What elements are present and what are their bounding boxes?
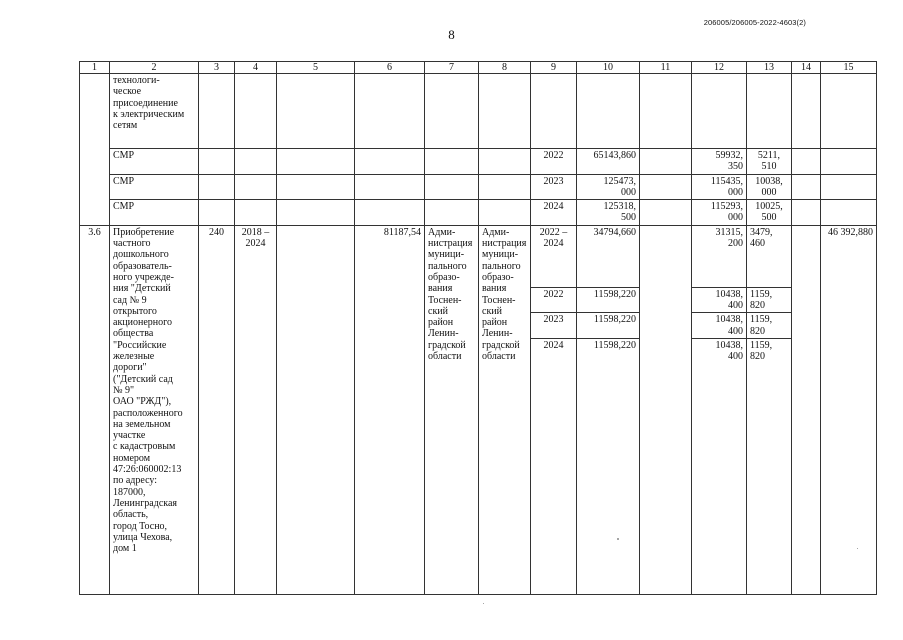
empty-cell bbox=[577, 74, 640, 149]
year-cell: 2023 bbox=[531, 174, 577, 200]
item-col7: Адми- нистрация муници- пального образо- вания Тоснен- ский район Ленин- градской области bbox=[425, 225, 479, 594]
federal-cell: 115435, 000 bbox=[692, 174, 747, 200]
empty-cell bbox=[692, 74, 747, 149]
scan-speck bbox=[483, 603, 484, 604]
column-number: 9 bbox=[531, 62, 577, 74]
empty-cell bbox=[235, 74, 277, 149]
empty-cell bbox=[640, 174, 692, 200]
column-number: 12 bbox=[692, 62, 747, 74]
item-name: Приобретение частного дошкольного образователь- ного учрежде- ния "Детский сад № 9 открытого акционерного общества "Российские железные дороги" ("Детский сад № 9" ОАО "РЖД"), расположенного на земельном участке с кадастровым номером 47:26:060002:13 по адресу: 187000, Ленинградская область, город Тосно, улица Чехова, дом 1 bbox=[113, 226, 183, 555]
empty-cell bbox=[235, 149, 277, 175]
column-number: 11 bbox=[640, 62, 692, 74]
federal-cell: 10438, 400 bbox=[692, 338, 747, 594]
regional-cell: 10025, 500 bbox=[747, 200, 792, 226]
empty-cell bbox=[199, 74, 235, 149]
empty-cell bbox=[479, 200, 531, 226]
regional-cell: 10038, 000 bbox=[747, 174, 792, 200]
empty-cell bbox=[792, 225, 821, 594]
empty-cell bbox=[425, 174, 479, 200]
table-row bbox=[80, 74, 877, 149]
federal-cell: 10438, 400 bbox=[692, 313, 747, 339]
empty-cell bbox=[355, 74, 425, 149]
empty-cell bbox=[355, 200, 425, 226]
empty-cell bbox=[792, 200, 821, 226]
table-row bbox=[80, 200, 877, 226]
empty-cell bbox=[640, 225, 692, 594]
empty-cell bbox=[479, 149, 531, 175]
item-name-cell bbox=[110, 74, 199, 149]
empty-cell bbox=[821, 174, 877, 200]
item-col6: 81187,54 bbox=[355, 225, 425, 594]
empty-cell bbox=[277, 174, 355, 200]
item-name-cell bbox=[110, 225, 199, 594]
column-number: 14 bbox=[792, 62, 821, 74]
empty-cell bbox=[821, 74, 877, 149]
column-number: 7 bbox=[425, 62, 479, 74]
column-number: 6 bbox=[355, 62, 425, 74]
item-col3: 240 bbox=[199, 225, 235, 594]
empty-cell bbox=[821, 200, 877, 226]
continuation-text: технологи- ческое присоединение к электрическим сетям bbox=[113, 75, 185, 132]
federal-cell: 31315, 200 bbox=[692, 225, 747, 287]
table-row bbox=[80, 225, 877, 287]
table-row bbox=[80, 149, 877, 175]
column-number: 4 bbox=[235, 62, 277, 74]
empty-cell bbox=[479, 74, 531, 149]
federal-cell: 10438, 400 bbox=[692, 287, 747, 313]
year-cell: 2023 bbox=[531, 313, 577, 339]
empty-cell bbox=[199, 149, 235, 175]
empty-cell bbox=[792, 74, 821, 149]
total-cell: 125318, 500 bbox=[577, 200, 640, 226]
empty-cell bbox=[425, 200, 479, 226]
empty-cell bbox=[235, 200, 277, 226]
empty-cell bbox=[640, 200, 692, 226]
empty-cell bbox=[531, 74, 577, 149]
total-cell: 34794,660 bbox=[577, 225, 640, 287]
total-cell: 65143,860 bbox=[577, 149, 640, 175]
empty-cell bbox=[640, 149, 692, 175]
column-number: 3 bbox=[199, 62, 235, 74]
empty-cell bbox=[747, 74, 792, 149]
empty-cell bbox=[277, 74, 355, 149]
column-number: 1 bbox=[80, 62, 110, 74]
smr-label: СМР bbox=[110, 200, 199, 226]
empty-cell bbox=[199, 200, 235, 226]
regional-cell: 5211, 510 bbox=[747, 149, 792, 175]
item-col8: Адми- нистрация муници- пального образо- вания Тоснен- ский район Ленин- градской области bbox=[479, 225, 531, 594]
column-number: 15 bbox=[821, 62, 877, 74]
scan-speck bbox=[617, 538, 619, 540]
column-number: 10 bbox=[577, 62, 640, 74]
empty-cell bbox=[821, 149, 877, 175]
year-cell: 2024 bbox=[531, 338, 577, 594]
item-period: 2018 – 2024 bbox=[235, 225, 277, 594]
column-number: 8 bbox=[479, 62, 531, 74]
empty-cell bbox=[792, 174, 821, 200]
total-cell: 125473, 000 bbox=[577, 174, 640, 200]
federal-cell: 59932, 350 bbox=[692, 149, 747, 175]
year-cell: 2024 bbox=[531, 200, 577, 226]
empty-cell bbox=[640, 74, 692, 149]
empty-cell bbox=[355, 149, 425, 175]
column-number: 5 bbox=[277, 62, 355, 74]
regional-cell: 1159, 820 bbox=[747, 338, 792, 594]
item-number: 3.6 bbox=[80, 225, 110, 594]
row-number-cell bbox=[80, 74, 110, 226]
smr-label: СМР bbox=[110, 149, 199, 175]
table-row bbox=[80, 174, 877, 200]
year-cell: 2022 bbox=[531, 149, 577, 175]
empty-cell bbox=[277, 200, 355, 226]
scan-speck bbox=[857, 548, 858, 549]
empty-cell bbox=[235, 174, 277, 200]
empty-cell bbox=[355, 174, 425, 200]
regional-cell: 3479, 460 bbox=[747, 225, 792, 287]
empty-cell bbox=[199, 174, 235, 200]
total-cell: 11598,220 bbox=[577, 313, 640, 339]
document-id: 206005/206005-2022-4603(2) bbox=[703, 18, 806, 27]
empty-cell bbox=[479, 174, 531, 200]
year-cell: 2022 – 2024 bbox=[531, 225, 577, 287]
empty-cell bbox=[425, 149, 479, 175]
total-cell: 11598,220 bbox=[577, 287, 640, 313]
year-cell: 2022 bbox=[531, 287, 577, 313]
column-number: 2 bbox=[110, 62, 199, 74]
smr-label: СМР bbox=[110, 174, 199, 200]
empty-cell bbox=[425, 74, 479, 149]
column-number-row bbox=[80, 62, 877, 74]
empty-cell bbox=[792, 149, 821, 175]
item-col15: 46 392,880 bbox=[821, 225, 877, 594]
program-table bbox=[79, 61, 877, 595]
regional-cell: 1159, 820 bbox=[747, 313, 792, 339]
federal-cell: 115293, 000 bbox=[692, 200, 747, 226]
page-number: 8 bbox=[448, 27, 455, 42]
empty-cell bbox=[277, 149, 355, 175]
empty-cell bbox=[277, 225, 355, 594]
total-cell: 11598,220 bbox=[577, 338, 640, 594]
column-number: 13 bbox=[747, 62, 792, 74]
regional-cell: 1159, 820 bbox=[747, 287, 792, 313]
